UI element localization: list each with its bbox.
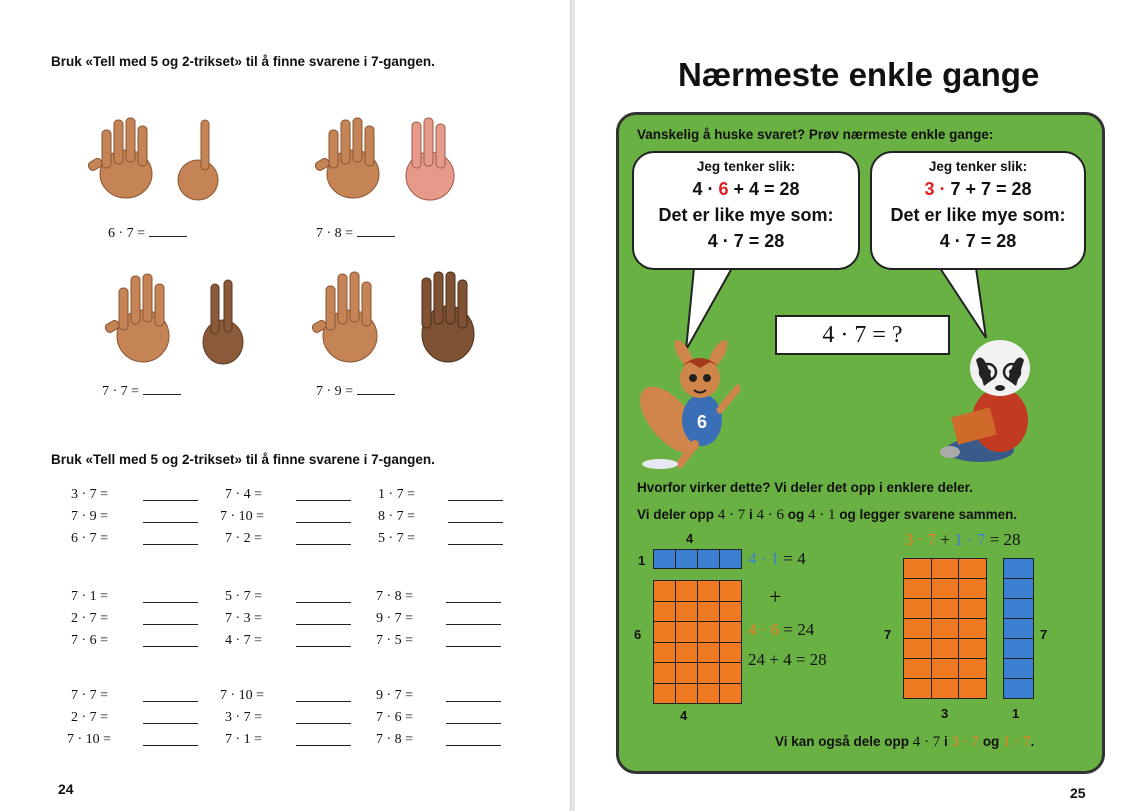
label-side-left: 7: [884, 627, 892, 642]
unit-square: [1003, 638, 1034, 659]
answer-line[interactable]: [296, 489, 351, 501]
label-side-big: 6: [634, 627, 642, 642]
answer-line[interactable]: [446, 613, 501, 625]
problem: 3 · 7 =: [225, 710, 263, 725]
hand-problem-4: 7 · 9 =: [316, 384, 395, 400]
unit-square: [931, 578, 960, 599]
answer-line[interactable]: [143, 635, 198, 647]
label-side-small: 1: [638, 553, 646, 568]
unit-square: [675, 549, 698, 569]
unit-square: [1003, 678, 1034, 699]
answer-line[interactable]: [296, 690, 351, 702]
badger-character-icon: [940, 330, 1040, 470]
answer-line[interactable]: [446, 712, 501, 724]
bubble-line-1: 3 · 7 + 7 = 28: [924, 179, 1032, 199]
problem: 7 · 4 =: [225, 487, 263, 502]
split-text: Vi deler opp 4 · 7 i 4 · 6 og 4 · 1 og legger svarene sammen.: [637, 507, 1018, 523]
instruction-top: Bruk «Tell med 5 og 2-trikset» til å finne svarene i 7-gangen.: [51, 54, 435, 69]
answer-line[interactable]: [143, 591, 198, 603]
bubble-line-2: Det er like mye som:: [658, 205, 834, 225]
problem: 9 · 7 =: [376, 688, 414, 703]
answer-line[interactable]: [446, 690, 501, 702]
answer-line[interactable]: [296, 635, 351, 647]
page-divider: [570, 0, 575, 811]
hand-problem-3: 7 · 7 =: [102, 384, 181, 400]
problem: 7 · 5 =: [376, 633, 414, 648]
answer-line[interactable]: [446, 635, 501, 647]
unit-square: [931, 618, 960, 639]
label-bottom-3: 3: [941, 706, 949, 721]
answer-line[interactable]: [446, 734, 501, 746]
answer-blank[interactable]: [357, 226, 395, 237]
label-bottom-1: 1: [1012, 706, 1020, 721]
speech-bubble-left: [632, 151, 860, 270]
answer-line[interactable]: [143, 489, 198, 501]
answer-line[interactable]: [296, 613, 351, 625]
question-box: 4 · 7 = ?: [775, 315, 950, 355]
answer-line[interactable]: [448, 533, 503, 545]
problem: 2 · 7 =: [71, 611, 109, 626]
speech-bubble-right: [870, 151, 1086, 270]
unit-square: [903, 598, 932, 619]
unit-square: [958, 558, 987, 579]
unit-square: [958, 578, 987, 599]
unit-square: [675, 662, 698, 684]
unit-square: [653, 549, 676, 569]
hands-5-plus-2-icon: [105, 270, 250, 368]
unit-square: [697, 580, 720, 602]
unit-square: [958, 638, 987, 659]
unit-square: [903, 558, 932, 579]
problem: 7 · 6 =: [376, 710, 414, 725]
answer-line[interactable]: [446, 591, 501, 603]
why-text: Hvorfor virker dette? Vi deler det opp i enklere deler.: [637, 480, 973, 495]
hand-problem-2: 7 · 8 =: [316, 226, 395, 242]
unit-square: [653, 642, 676, 664]
problem: 8 · 7 =: [378, 509, 416, 524]
unit-square: [719, 683, 742, 705]
unit-square: [1003, 598, 1034, 619]
label-bottom: 4: [680, 708, 688, 723]
problem: 6 · 7 =: [71, 531, 109, 546]
page-title: Nærmeste enkle gange: [678, 56, 1040, 93]
problem: 5 · 7 =: [225, 589, 263, 604]
bubble-line-2: Det er like mye som:: [890, 205, 1066, 225]
unit-square: [697, 601, 720, 623]
unit-square: [719, 601, 742, 623]
problem: 7 · 8 =: [376, 732, 414, 747]
label-side-right: 7: [1040, 627, 1048, 642]
problem: 7 · 8 =: [376, 589, 414, 604]
answer-line[interactable]: [296, 533, 351, 545]
problem: 7 · 1 =: [225, 732, 263, 747]
unit-square: [697, 549, 720, 569]
problem: 1 · 7 =: [378, 487, 416, 502]
eq-4x6: 4 · 6 = 24: [748, 620, 815, 639]
problem: 9 · 7 =: [376, 611, 414, 626]
unit-square: [931, 558, 960, 579]
unit-square: [931, 638, 960, 659]
unit-square: [675, 601, 698, 623]
eq-sum: 24 + 4 = 28: [748, 650, 827, 669]
answer-line[interactable]: [143, 712, 198, 724]
unit-square: [653, 621, 676, 643]
unit-square: [719, 642, 742, 664]
unit-square: [903, 678, 932, 699]
unit-square: [903, 638, 932, 659]
unit-square: [903, 618, 932, 639]
problem: 4 · 7 =: [225, 633, 263, 648]
bubble-line-1: 4 · 6 + 4 = 28: [692, 179, 800, 199]
unit-square: [697, 621, 720, 643]
problem: 7 · 10 =: [220, 509, 265, 524]
answer-line[interactable]: [143, 533, 198, 545]
unit-square: [958, 598, 987, 619]
unit-square: [931, 598, 960, 619]
unit-square: [675, 642, 698, 664]
answer-line[interactable]: [448, 489, 503, 501]
unit-square: [931, 658, 960, 679]
unit-square: [653, 580, 676, 602]
unit-square: [958, 658, 987, 679]
eq-3x7-1x7: 3 · 7 + 1 · 7 = 28: [905, 530, 1021, 549]
problem: 7 · 1 =: [71, 589, 109, 604]
unit-square: [653, 662, 676, 684]
svg-text:6: 6: [696, 412, 708, 432]
unit-square: [719, 662, 742, 684]
hand-problem-1: 6 · 7 =: [108, 226, 187, 242]
unit-square: [675, 683, 698, 705]
problem: 7 · 6 =: [71, 633, 109, 648]
unit-square: [1003, 658, 1034, 679]
answer-blank[interactable]: [357, 384, 395, 395]
problem: 7 · 9 =: [71, 509, 109, 524]
unit-square: [675, 580, 698, 602]
also-text: Vi kan også dele opp 4 · 7 i 3 · 7 og 1 · 7.: [775, 734, 1035, 750]
problem: 7 · 10 =: [67, 732, 112, 747]
unit-square: [719, 580, 742, 602]
unit-square: [653, 683, 676, 705]
answer-line[interactable]: [143, 613, 198, 625]
unit-square: [1003, 618, 1034, 639]
unit-square: [903, 578, 932, 599]
hands-5-plus-3-icon: [315, 112, 460, 202]
unit-square: [903, 658, 932, 679]
problem: 7 · 3 =: [225, 611, 263, 626]
eq-4x1: 4 · 1 = 4: [748, 549, 806, 568]
bubble-line-3: 4 · 7 = 28: [939, 231, 1017, 251]
problem: 5 · 7 =: [378, 531, 416, 546]
unit-square: [719, 549, 742, 569]
answer-blank[interactable]: [149, 226, 187, 237]
unit-square: [697, 683, 720, 705]
problem: 2 · 7 =: [71, 710, 109, 725]
instruction-bottom: Bruk «Tell med 5 og 2-trikset» til å finne svarene i 7-gangen.: [51, 452, 435, 467]
answer-blank[interactable]: [143, 384, 181, 395]
problem: 7 · 2 =: [225, 531, 263, 546]
answer-line[interactable]: [296, 712, 351, 724]
unit-square: [697, 662, 720, 684]
answer-line[interactable]: [143, 734, 198, 746]
plus-sign: +: [769, 584, 782, 609]
answer-line[interactable]: [143, 690, 198, 702]
bubble-line-3: 4 · 7 = 28: [707, 231, 785, 251]
intro-text: Vanskelig å huske svaret? Prøv nærmeste enkle gange:: [637, 127, 994, 142]
hands-5-plus-1-icon: [88, 112, 223, 202]
page-number-right: 25: [1070, 785, 1086, 801]
bubble-heading: Jeg tenker slik:: [696, 159, 796, 174]
problem: 3 · 7 =: [71, 487, 109, 502]
label-top: 4: [686, 531, 694, 546]
bubble-heading: Jeg tenker slik:: [928, 159, 1028, 174]
unit-square: [931, 678, 960, 699]
unit-square: [697, 642, 720, 664]
page-number-left: 24: [58, 781, 74, 797]
unit-square: [719, 621, 742, 643]
unit-square: [958, 618, 987, 639]
answer-line[interactable]: [448, 511, 503, 523]
unit-square: [653, 601, 676, 623]
unit-square: [1003, 578, 1034, 599]
unit-square: [675, 621, 698, 643]
kangaroo-character-icon: [640, 340, 740, 470]
answer-line[interactable]: [296, 591, 351, 603]
answer-line[interactable]: [296, 734, 351, 746]
answer-line[interactable]: [296, 511, 351, 523]
hands-5-plus-4-icon: [310, 268, 480, 368]
problem: 7 · 7 =: [71, 688, 109, 703]
unit-square: [1003, 558, 1034, 579]
answer-line[interactable]: [143, 511, 198, 523]
unit-square: [958, 678, 987, 699]
problem: 7 · 10 =: [220, 688, 265, 703]
